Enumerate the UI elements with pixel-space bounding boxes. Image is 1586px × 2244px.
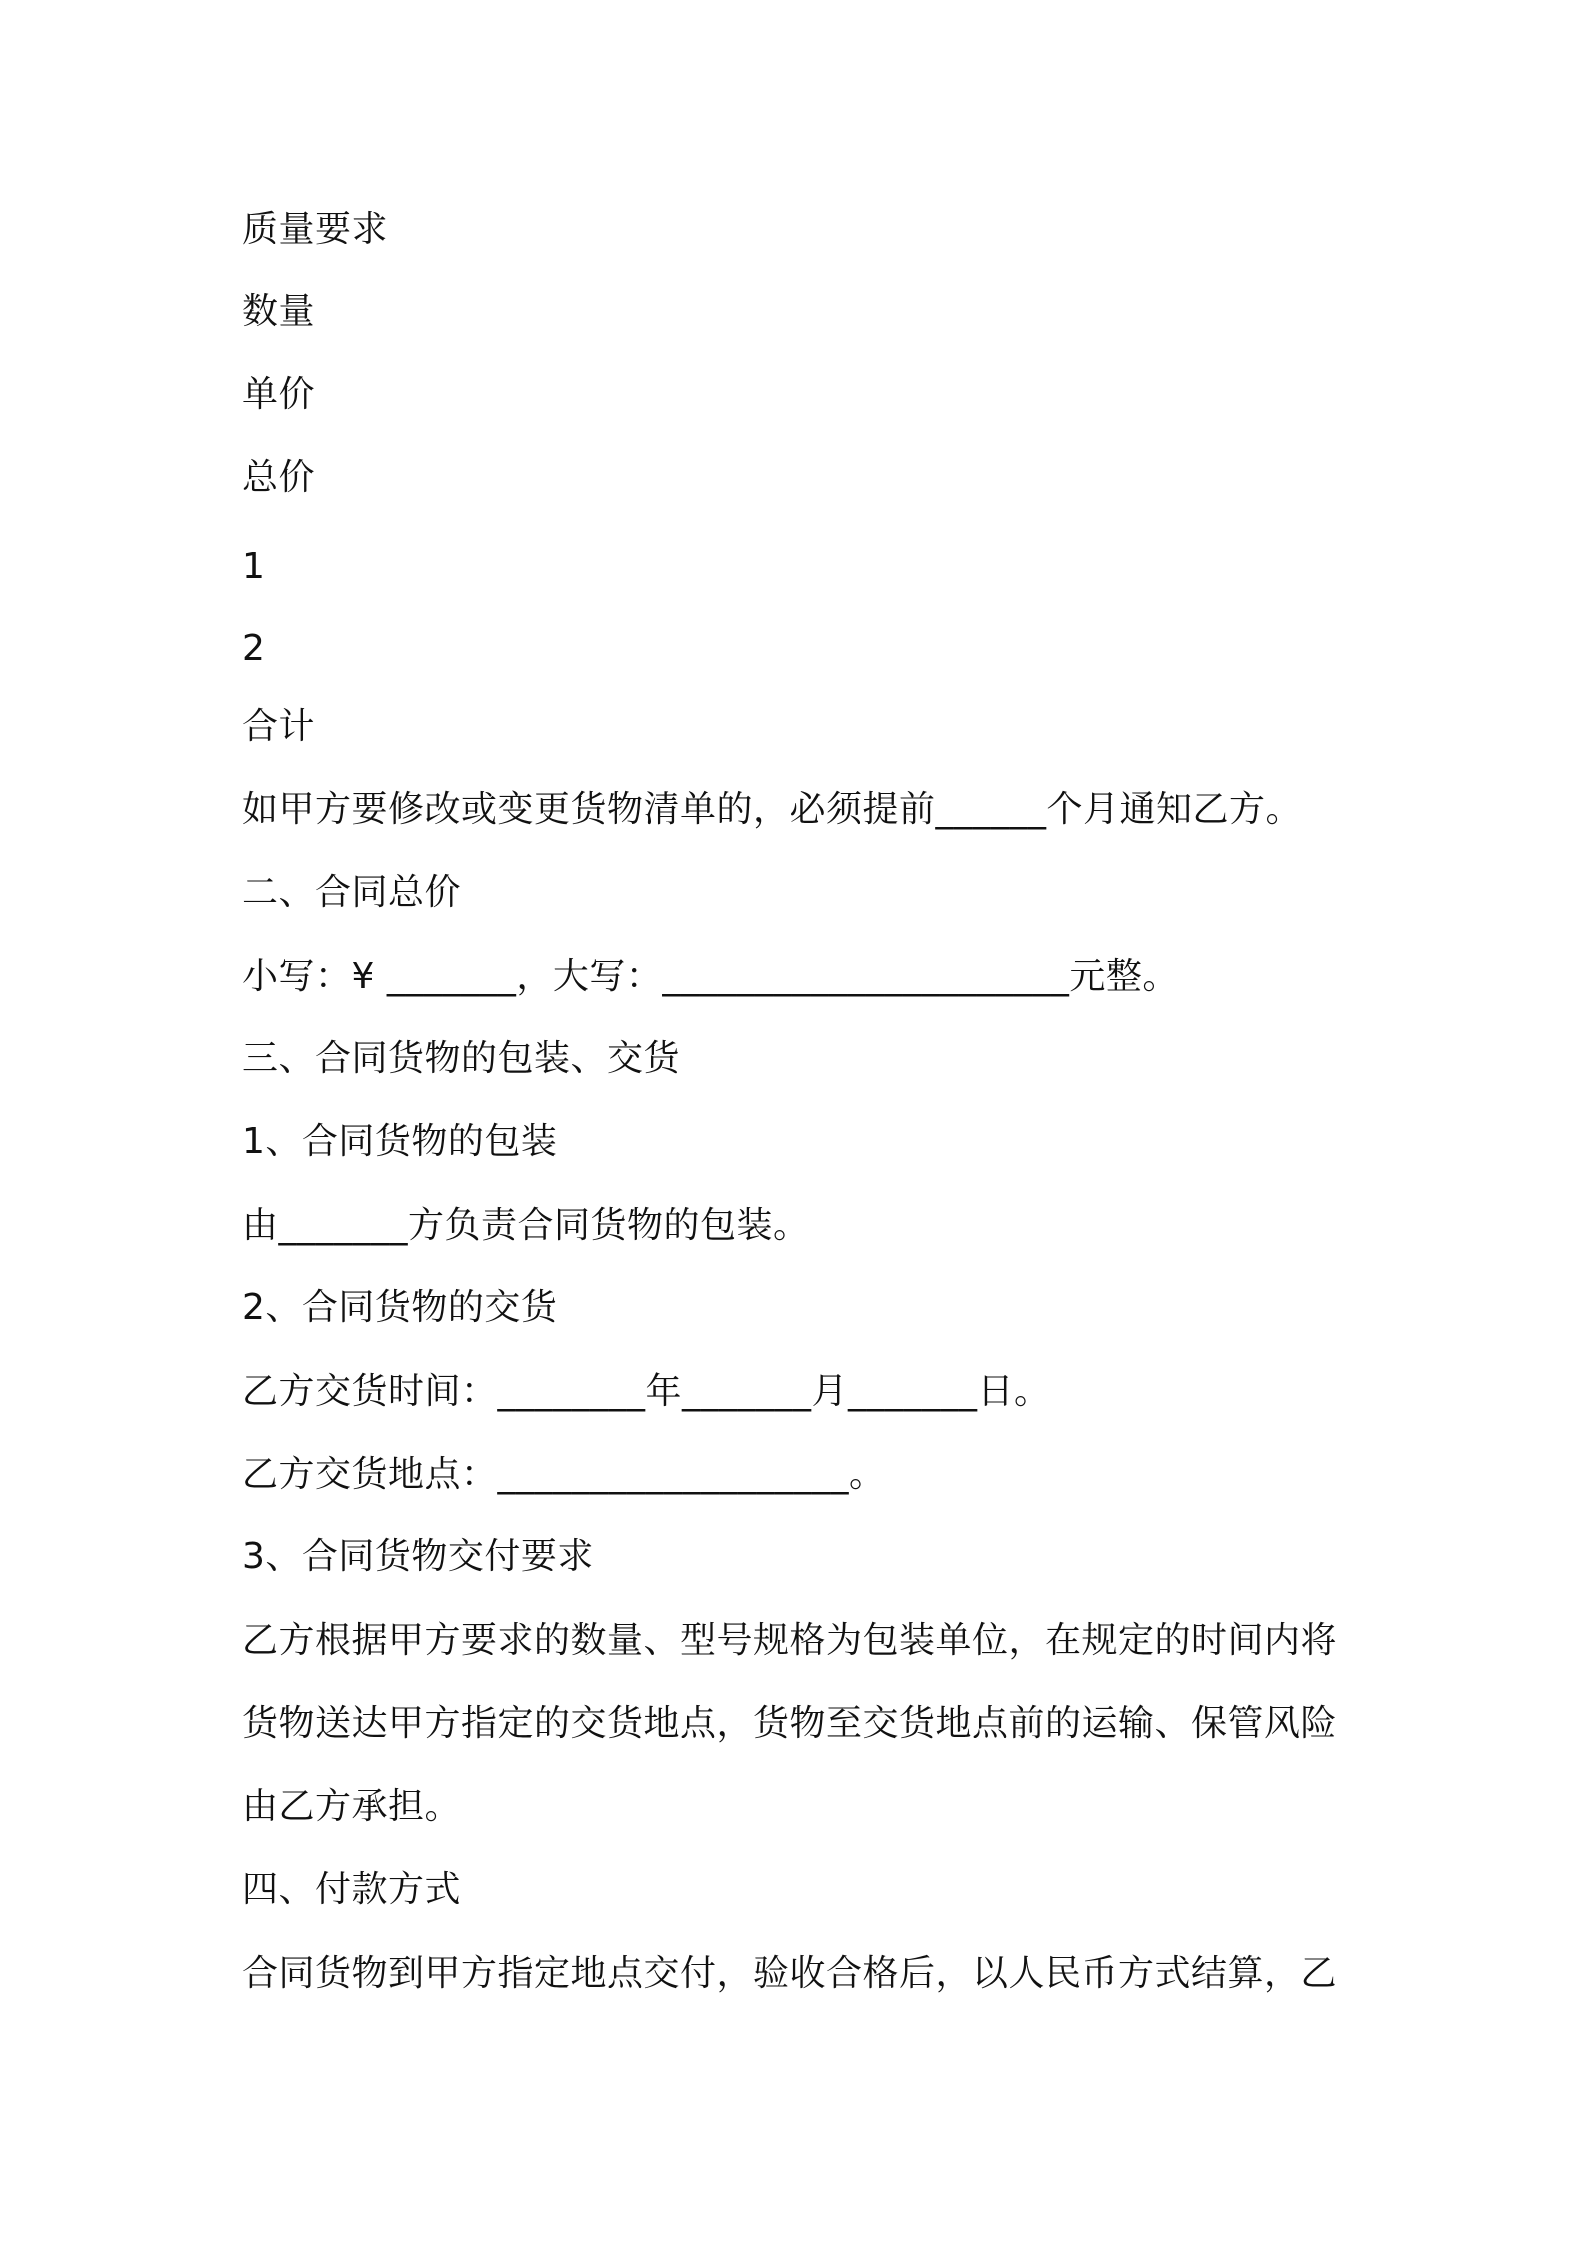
section-heading-4: 四、付款方式 xyxy=(242,1869,462,1910)
table-header-quality: 质量要求 xyxy=(242,209,389,250)
paragraph-delivery-place: 乙方交货地点：___________________。 xyxy=(242,1454,886,1495)
paragraph-amount: 小写：¥ _______，大写：______________________元整。 xyxy=(242,956,1179,997)
section-heading-2: 二、合同总价 xyxy=(242,872,462,913)
paragraph-payment-line-1: 合同货物到甲方指定地点交付，验收合格后，以人民币方式结算，乙 xyxy=(242,1953,1338,1994)
paragraph-delivery-time: 乙方交货时间：________年_______月_______日。 xyxy=(242,1371,1051,1412)
section-heading-3: 三、合同货物的包装、交货 xyxy=(242,1038,681,1079)
paragraph-delivery-req-line-2: 货物送达甲方指定的交货地点，货物至交货地点前的运输、保管风险 xyxy=(242,1703,1338,1744)
table-header-unit-price: 单价 xyxy=(242,374,316,415)
table-row-2: 2 xyxy=(242,628,266,669)
table-header-total-price: 总价 xyxy=(242,457,316,498)
paragraph-delivery-req-line-3: 由乙方承担。 xyxy=(242,1786,462,1827)
subsection-heading-3-2: 2、合同货物的交货 xyxy=(242,1287,558,1328)
table-row-total: 合计 xyxy=(242,706,316,747)
paragraph-delivery-req-line-1: 乙方根据甲方要求的数量、型号规格为包装单位，在规定的时间内将 xyxy=(242,1620,1338,1661)
subsection-heading-3-1: 1、合同货物的包装 xyxy=(242,1121,558,1162)
paragraph-packaging: 由_______方负责合同货物的包装。 xyxy=(242,1205,810,1246)
paragraph-change-notice: 如甲方要修改或变更货物清单的，必须提前______个月通知乙方。 xyxy=(242,789,1303,830)
table-row-1: 1 xyxy=(242,546,266,587)
table-header-quantity: 数量 xyxy=(242,291,316,332)
subsection-heading-3-3: 3、合同货物交付要求 xyxy=(242,1536,594,1577)
